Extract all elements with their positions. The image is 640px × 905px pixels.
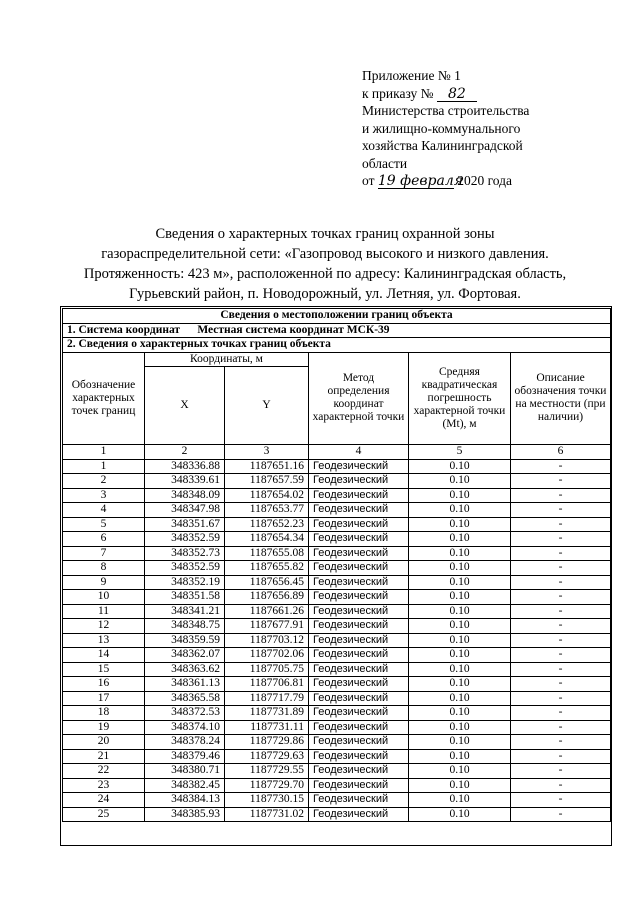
title-line-3: Протяженность: 423 м», расположенной по адресу: Калининградская область, <box>83 266 567 282</box>
cell-y: 1187657.59 <box>225 474 309 489</box>
cell-point: 9 <box>63 575 145 590</box>
cell-description: - <box>511 590 611 605</box>
cell-method: Геодезический <box>309 648 409 663</box>
cell-method: Геодезический <box>309 778 409 793</box>
cell-y: 1187731.89 <box>225 706 309 721</box>
cell-point: 7 <box>63 546 145 561</box>
cell-error: 0.10 <box>409 807 511 822</box>
cell-y: 1187717.79 <box>225 691 309 706</box>
cell-description: - <box>511 503 611 518</box>
header-y: Y <box>225 367 309 445</box>
table-row <box>63 604 611 619</box>
cell-method: Геодезический <box>309 561 409 576</box>
section-title: Сведения о местоположении границ объекта <box>63 309 611 324</box>
cell-error: 0.10 <box>409 720 511 735</box>
table-row <box>63 662 611 677</box>
cell-method: Геодезический <box>309 633 409 648</box>
cell-method: Геодезический <box>309 735 409 750</box>
cell-point: 13 <box>63 633 145 648</box>
cell-y: 1187655.82 <box>225 561 309 576</box>
cell-description: - <box>511 604 611 619</box>
cell-x: 348341.21 <box>145 604 225 619</box>
cell-method: Геодезический <box>309 517 409 532</box>
table-row <box>63 503 611 518</box>
cell-x: 348361.13 <box>145 677 225 692</box>
cell-point: 2 <box>63 474 145 489</box>
appendix-title: Приложение № 1 <box>362 68 461 83</box>
table-row <box>63 720 611 735</box>
cell-point: 25 <box>63 807 145 822</box>
cell-y: 1187703.12 <box>225 633 309 648</box>
cell-y: 1187656.45 <box>225 575 309 590</box>
cell-x: 348352.59 <box>145 561 225 576</box>
cell-method: Геодезический <box>309 488 409 503</box>
table-row <box>63 619 611 634</box>
cell-x: 348385.93 <box>145 807 225 822</box>
cell-y: 1187730.15 <box>225 793 309 808</box>
cell-method: Геодезический <box>309 532 409 547</box>
cell-y: 1187653.77 <box>225 503 309 518</box>
header-coords: Координаты, м <box>145 352 309 367</box>
cell-point: 20 <box>63 735 145 750</box>
cell-description: - <box>511 517 611 532</box>
cell-error: 0.10 <box>409 488 511 503</box>
cell-description: - <box>511 735 611 750</box>
column-number: 6 <box>511 445 611 460</box>
cell-y: 1187731.11 <box>225 720 309 735</box>
cell-y: 1187706.81 <box>225 677 309 692</box>
cell-description: - <box>511 807 611 822</box>
cell-point: 22 <box>63 764 145 779</box>
cell-x: 348351.67 <box>145 517 225 532</box>
cell-method: Геодезический <box>309 590 409 605</box>
cell-x: 348382.45 <box>145 778 225 793</box>
ministry-line-3: хозяйства Калининградской <box>362 138 523 153</box>
cell-description: - <box>511 764 611 779</box>
table-row <box>63 459 611 474</box>
cell-description: - <box>511 459 611 474</box>
cell-point: 24 <box>63 793 145 808</box>
table-row <box>63 488 611 503</box>
cell-point: 18 <box>63 706 145 721</box>
cell-error: 0.10 <box>409 662 511 677</box>
order-prefix: к приказу № <box>362 85 434 101</box>
coord-system-value: Местная система координат МСК-39 <box>197 323 390 336</box>
cell-y: 1187651.16 <box>225 459 309 474</box>
cell-point: 23 <box>63 778 145 793</box>
cell-x: 348348.75 <box>145 619 225 634</box>
cell-error: 0.10 <box>409 561 511 576</box>
cell-method: Геодезический <box>309 807 409 822</box>
cell-x: 348380.71 <box>145 764 225 779</box>
cell-description: - <box>511 633 611 648</box>
cell-point: 17 <box>63 691 145 706</box>
ministry-line-1: Министерства строительства <box>362 103 530 118</box>
table-body <box>63 459 611 822</box>
date-prefix: от <box>362 173 375 188</box>
cell-description: - <box>511 619 611 634</box>
cell-y: 1187655.08 <box>225 546 309 561</box>
cell-error: 0.10 <box>409 474 511 489</box>
table-row <box>63 807 611 822</box>
column-number: 4 <box>309 445 409 460</box>
cell-description: - <box>511 793 611 808</box>
cell-description: - <box>511 691 611 706</box>
appendix-block <box>362 67 602 190</box>
cell-x: 348339.61 <box>145 474 225 489</box>
cell-x: 348379.46 <box>145 749 225 764</box>
date-handwritten: 19 февраля <box>377 173 464 189</box>
header-method: Метод определения координат характерной точки <box>309 352 409 445</box>
cell-error: 0.10 <box>409 677 511 692</box>
cell-error: 0.10 <box>409 546 511 561</box>
cell-point: 12 <box>63 619 145 634</box>
cell-description: - <box>511 546 611 561</box>
cell-y: 1187654.02 <box>225 488 309 503</box>
cell-x: 348348.09 <box>145 488 225 503</box>
cell-description: - <box>511 749 611 764</box>
header-x: X <box>145 367 225 445</box>
table-row <box>63 677 611 692</box>
cell-description: - <box>511 488 611 503</box>
cell-point: 6 <box>63 532 145 547</box>
column-numbers-row <box>63 445 611 460</box>
table-row <box>63 575 611 590</box>
cell-y: 1187702.06 <box>225 648 309 663</box>
cell-description: - <box>511 648 611 663</box>
coord-system-row <box>63 323 611 338</box>
table-row <box>63 706 611 721</box>
cell-description: - <box>511 706 611 721</box>
header-point: Обозначение характерных точек границ <box>63 352 145 445</box>
cell-description: - <box>511 778 611 793</box>
cell-y: 1187729.86 <box>225 735 309 750</box>
cell-x: 348352.59 <box>145 532 225 547</box>
cell-method: Геодезический <box>309 575 409 590</box>
cell-error: 0.10 <box>409 503 511 518</box>
cell-x: 348372.53 <box>145 706 225 721</box>
cell-error: 0.10 <box>409 633 511 648</box>
table-row <box>63 793 611 808</box>
cell-method: Геодезический <box>309 474 409 489</box>
cell-x: 348363.62 <box>145 662 225 677</box>
column-number: 2 <box>145 445 225 460</box>
cell-x: 348362.07 <box>145 648 225 663</box>
cell-method: Геодезический <box>309 691 409 706</box>
cell-y: 1187652.23 <box>225 517 309 532</box>
cell-y: 1187656.89 <box>225 590 309 605</box>
cell-error: 0.10 <box>409 590 511 605</box>
table-row <box>63 735 611 750</box>
column-number: 5 <box>409 445 511 460</box>
table-row <box>63 517 611 532</box>
cell-error: 0.10 <box>409 764 511 779</box>
cell-error: 0.10 <box>409 604 511 619</box>
cell-point: 8 <box>63 561 145 576</box>
ministry-line-4: области <box>362 155 408 171</box>
cell-description: - <box>511 720 611 735</box>
cell-method: Геодезический <box>309 503 409 518</box>
cell-y: 1187654.34 <box>225 532 309 547</box>
cell-description: - <box>511 677 611 692</box>
order-number-handwritten: 82 <box>437 88 477 102</box>
cell-y: 1187677.91 <box>225 619 309 634</box>
cell-description: - <box>511 532 611 547</box>
column-number: 1 <box>63 445 145 460</box>
table-row <box>63 764 611 779</box>
cell-method: Геодезический <box>309 749 409 764</box>
cell-point: 1 <box>63 459 145 474</box>
header-error: Средняя квадратическая погрешность характерной точки (Mt), м <box>409 352 511 445</box>
table-row <box>63 648 611 663</box>
cell-x: 348351.58 <box>145 590 225 605</box>
cell-y: 1187661.26 <box>225 604 309 619</box>
cell-method: Геодезический <box>309 706 409 721</box>
cell-y: 1187705.75 <box>225 662 309 677</box>
points-section-title: 2. Сведения о характерных точках границ объекта <box>63 338 611 353</box>
coord-system-label: 1. Система координат <box>67 323 181 336</box>
table-row <box>63 778 611 793</box>
table-row <box>63 474 611 489</box>
cell-method: Геодезический <box>309 459 409 474</box>
cell-method: Геодезический <box>309 764 409 779</box>
header-description: Описание обозначения точки на местности (при наличии) <box>511 352 611 445</box>
table-row <box>63 633 611 648</box>
cell-x: 348384.13 <box>145 793 225 808</box>
cell-method: Геодезический <box>309 720 409 735</box>
document-title <box>60 224 590 304</box>
cell-method: Геодезический <box>309 546 409 561</box>
cell-point: 4 <box>63 503 145 518</box>
cell-error: 0.10 <box>409 648 511 663</box>
date-suffix: 2020 года <box>457 173 513 188</box>
date-line <box>362 172 602 190</box>
cell-error: 0.10 <box>409 735 511 750</box>
cell-method: Геодезический <box>309 662 409 677</box>
ministry-line-2: и жилищно-коммунального <box>362 120 521 136</box>
cell-y: 1187731.02 <box>225 807 309 822</box>
cell-description: - <box>511 474 611 489</box>
title-line-2: газораспределительной сети: «Газопровод высокого и низкого давления. <box>101 246 549 262</box>
cell-point: 11 <box>63 604 145 619</box>
cell-x: 348374.10 <box>145 720 225 735</box>
cell-point: 19 <box>63 720 145 735</box>
cell-error: 0.10 <box>409 706 511 721</box>
title-line-4: Гурьевский район, п. Новодорожный, ул. Летняя, ул. Фортовая. <box>129 286 521 302</box>
cell-x: 348365.58 <box>145 691 225 706</box>
table-row <box>63 691 611 706</box>
cell-x: 348352.19 <box>145 575 225 590</box>
cell-x: 348352.73 <box>145 546 225 561</box>
cell-description: - <box>511 561 611 576</box>
cell-error: 0.10 <box>409 619 511 634</box>
cell-method: Геодезический <box>309 677 409 692</box>
cell-x: 348347.98 <box>145 503 225 518</box>
cell-y: 1187729.70 <box>225 778 309 793</box>
points-table <box>62 308 611 822</box>
cell-method: Геодезический <box>309 793 409 808</box>
column-number: 3 <box>225 445 309 460</box>
cell-point: 16 <box>63 677 145 692</box>
cell-error: 0.10 <box>409 459 511 474</box>
cell-method: Геодезический <box>309 604 409 619</box>
cell-description: - <box>511 662 611 677</box>
cell-error: 0.10 <box>409 778 511 793</box>
cell-x: 348336.88 <box>145 459 225 474</box>
table-row <box>63 532 611 547</box>
cell-point: 5 <box>63 517 145 532</box>
table-row <box>63 561 611 576</box>
table-row <box>63 546 611 561</box>
cell-method: Геодезический <box>309 619 409 634</box>
table-row <box>63 590 611 605</box>
cell-description: - <box>511 575 611 590</box>
cell-point: 15 <box>63 662 145 677</box>
cell-point: 14 <box>63 648 145 663</box>
cell-error: 0.10 <box>409 517 511 532</box>
cell-x: 348359.59 <box>145 633 225 648</box>
cell-point: 21 <box>63 749 145 764</box>
cell-error: 0.10 <box>409 575 511 590</box>
cell-x: 348378.24 <box>145 735 225 750</box>
cell-error: 0.10 <box>409 749 511 764</box>
cell-point: 3 <box>63 488 145 503</box>
cell-y: 1187729.63 <box>225 749 309 764</box>
cell-y: 1187729.55 <box>225 764 309 779</box>
order-line <box>362 85 602 103</box>
cell-point: 10 <box>63 590 145 605</box>
cell-error: 0.10 <box>409 691 511 706</box>
table-row <box>63 749 611 764</box>
cell-error: 0.10 <box>409 793 511 808</box>
cell-error: 0.10 <box>409 532 511 547</box>
title-line-1: Сведения о характерных точках границ охранной зоны <box>155 226 495 242</box>
